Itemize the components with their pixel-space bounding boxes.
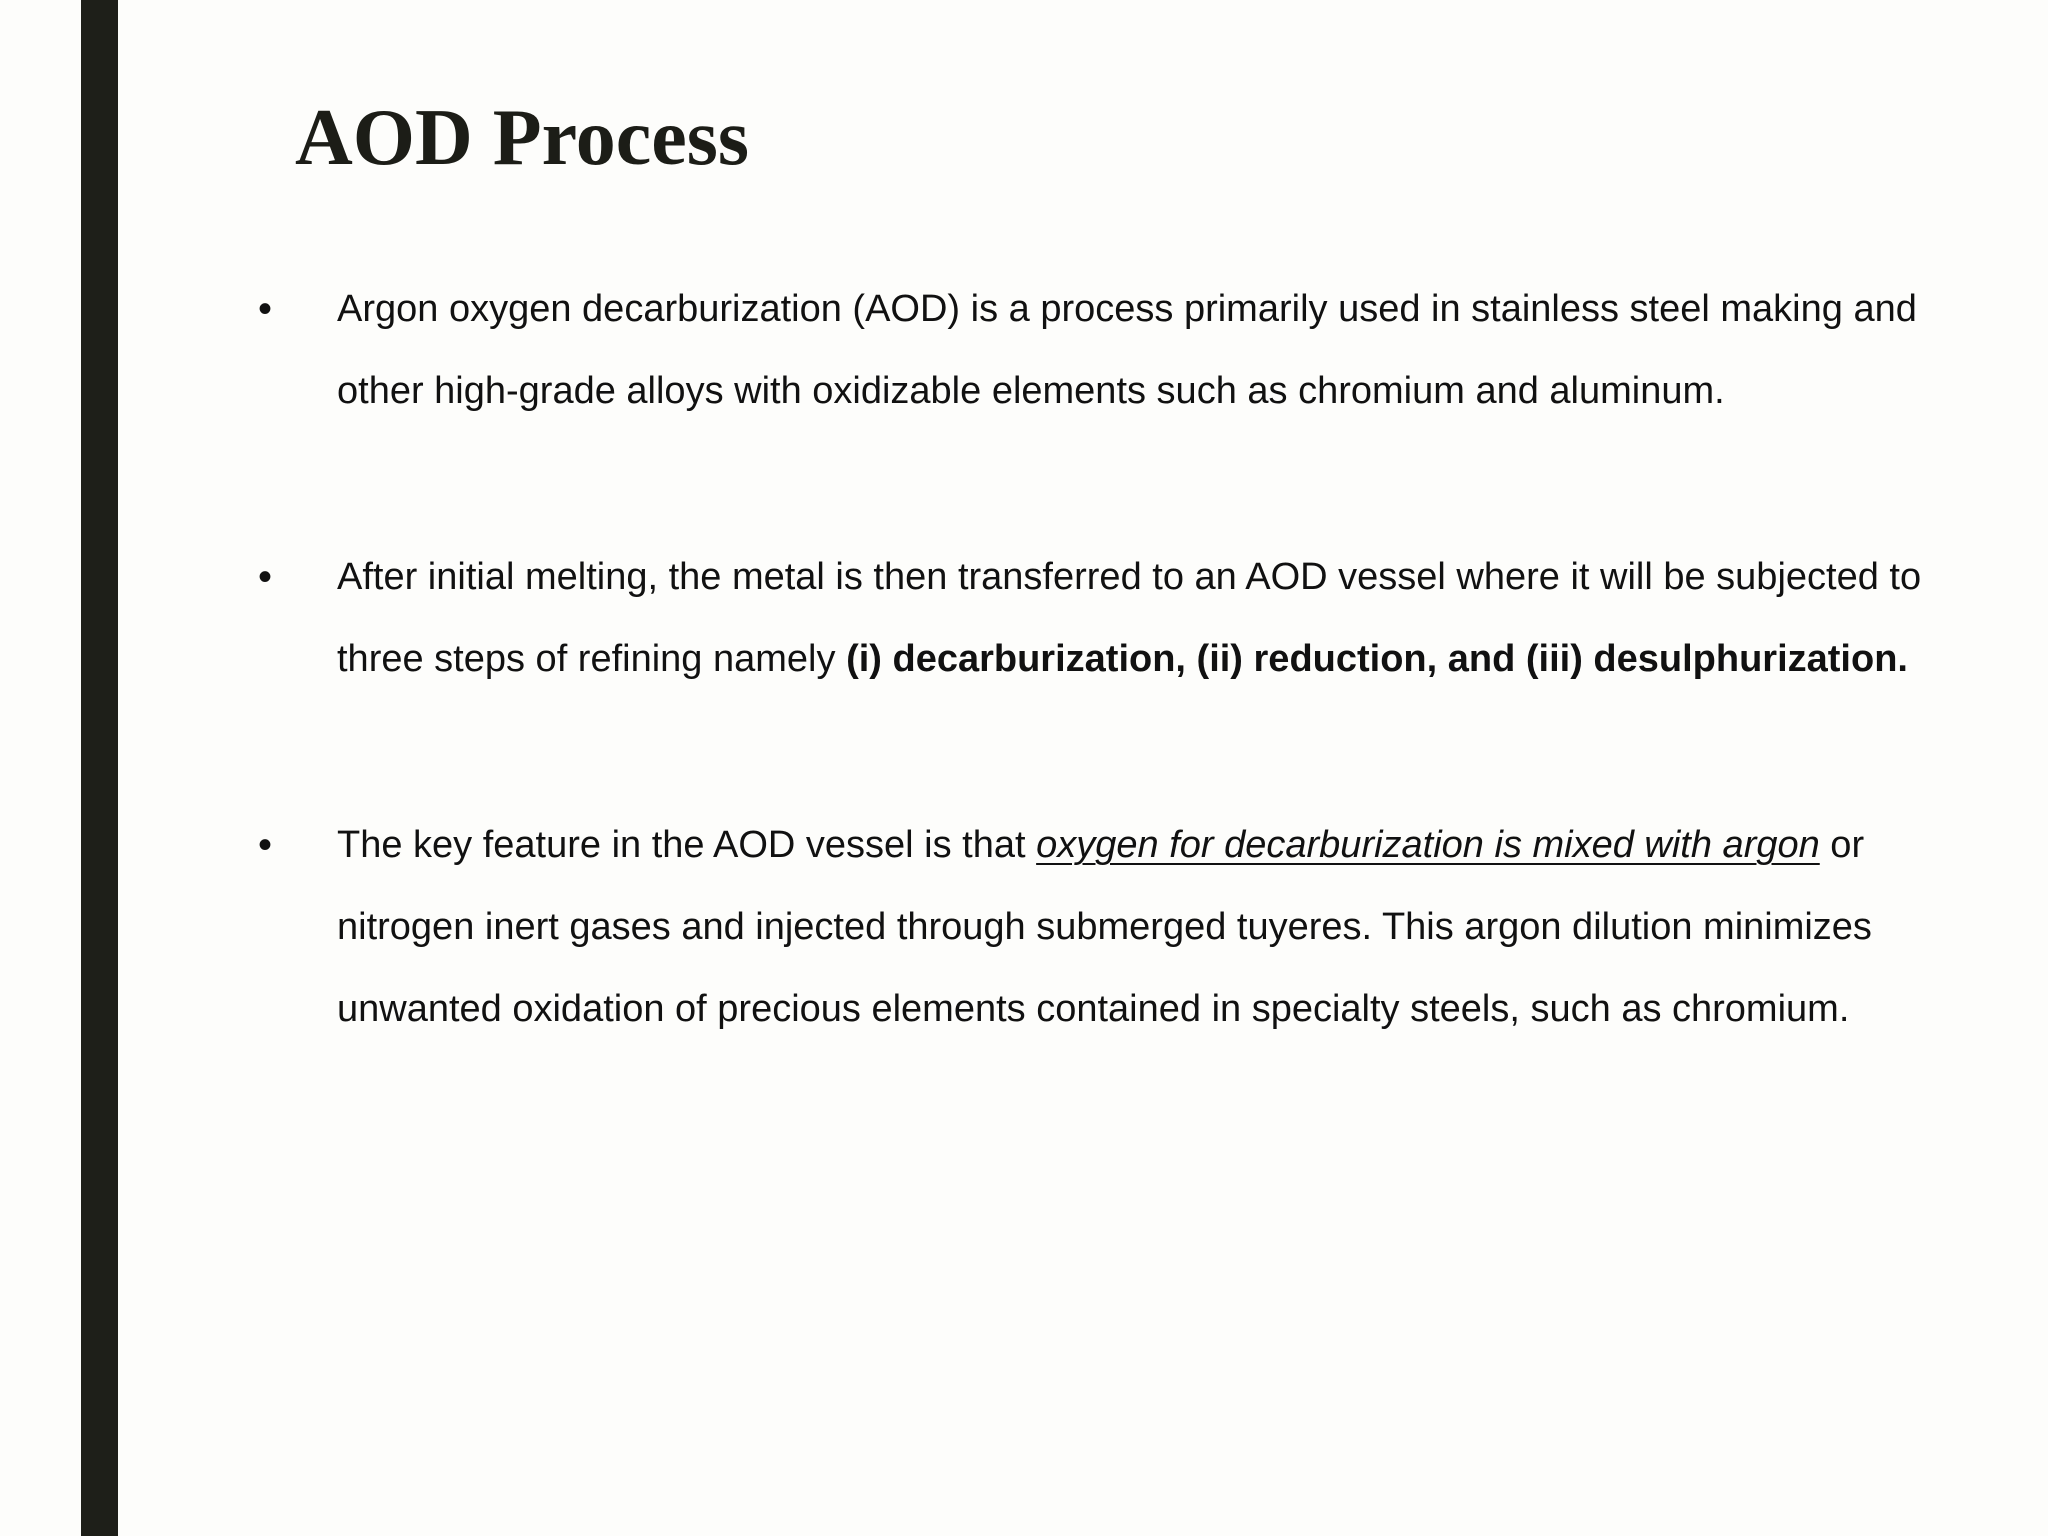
bullet-item-1	[0, 268, 2048, 432]
bullet-text-content: After initial melting, the metal is then transferred to an AOD vessel where it will be subjected to three steps of refining namely	[337, 556, 1922, 680]
bullet-text-content: Argon oxygen decarburization (AOD) is a process primarily used in stainless steel making and other high-grade alloys with oxidizable elements such as chromium and aluminum.	[337, 288, 1917, 412]
bullet-text-after: or nitrogen inert gases and injected through submerged tuyeres. This argon dilution minimizes unwanted oxidation of precious elements contained in specialty steels, such as chromium.	[337, 824, 1872, 1030]
bullet-text-before: The key feature in the AOD vessel is that	[337, 824, 1037, 866]
bullet-text	[337, 536, 1967, 700]
bullet-list	[0, 268, 2048, 1154]
bullet-text	[337, 804, 1967, 1050]
emphasized-underlined-text: oxygen for decarburization is mixed with argon	[1036, 824, 1820, 866]
bullet-icon: •	[258, 555, 273, 599]
bullet-text	[337, 268, 1967, 432]
bullet-icon: •	[258, 287, 273, 331]
slide-title: AOD Process	[295, 94, 749, 182]
bullet-item-2	[0, 536, 2048, 700]
bullet-icon: •	[258, 823, 273, 867]
refining-steps-bold-text: (i) decarburization, (ii) reduction, and (iii) desulphurization.	[846, 638, 1908, 680]
bullet-item-3	[0, 804, 2048, 1050]
